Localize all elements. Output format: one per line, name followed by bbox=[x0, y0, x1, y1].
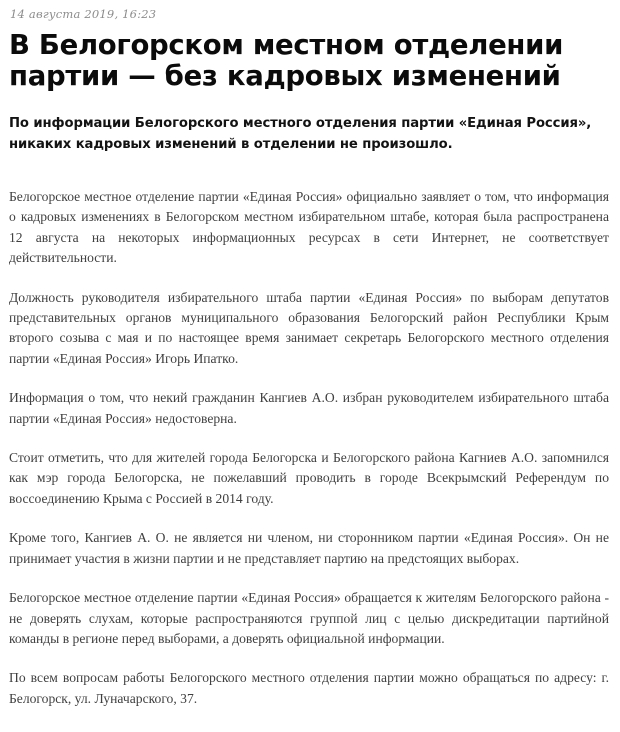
article-paragraph: Должность руководителя избирательного штаба партии «Единая Россия» по выборам депутатов представительных органов муниципального образования Белогорский район Республики Крым второго созыва с мая и по настоящее время занимает секретарь Белогорского местного отделения партии «Единая Россия» Игорь Ипатко. bbox=[9, 289, 609, 366]
article-paragraph: Белогорское местное отделение партии «Единая Россия» официально заявляет о том, что информация о кадровых изменениях в Белогорском местном избирательном штабе, которая была распространена 12 августа на некоторых информационных ресурсах в сети Интернет, не соответствует действительности. bbox=[9, 189, 609, 266]
article-paragraph: По всем вопросам работы Белогорского местного отделения партии можно обращаться по адресу: г. Белогорск, ул. Луначарского, 37. bbox=[9, 670, 609, 706]
article-paragraph: Стоит отметить, что для жителей города Белогорска и Белогорского района Кагниев А.О. запомнился как мэр города Белогорска, не пожелавший проводить в городе Всекрымский Референдум по воссоединению Крыма с Россией в 2014 году. bbox=[9, 450, 609, 506]
page-title: В Белогорском местном отделении партии — без кадровых изменений bbox=[9, 29, 564, 92]
article-body bbox=[9, 187, 611, 709]
article-paragraph: Белогорское местное отделение партии «Единая Россия» обращается к жителям Белогорского района - не доверять слухам, которые распространяются группой лиц с целью дискредитации партийной команды в регионе перед выборами, а доверять официальной информации. bbox=[9, 590, 609, 646]
article-lead-paragraph: По информации Белогорского местного отделения партии «Единая Россия», никаких кадровых изменений в отделении не произошло. bbox=[9, 116, 592, 152]
article-paragraph: Информация о том, что некий гражданин Кангиев А.О. избран руководителем избирательного штаба партии «Единая Россия» недостоверна. bbox=[9, 390, 609, 426]
article-paragraph: Кроме того, Кангиев А. О. не является ни членом, ни сторонником партии «Единая Россия». Он не принимает участия в жизни партии и не представляет партию на предстоящих выборах. bbox=[9, 530, 609, 566]
article-timestamp: 14 августа 2019, 16:23 bbox=[10, 7, 157, 21]
